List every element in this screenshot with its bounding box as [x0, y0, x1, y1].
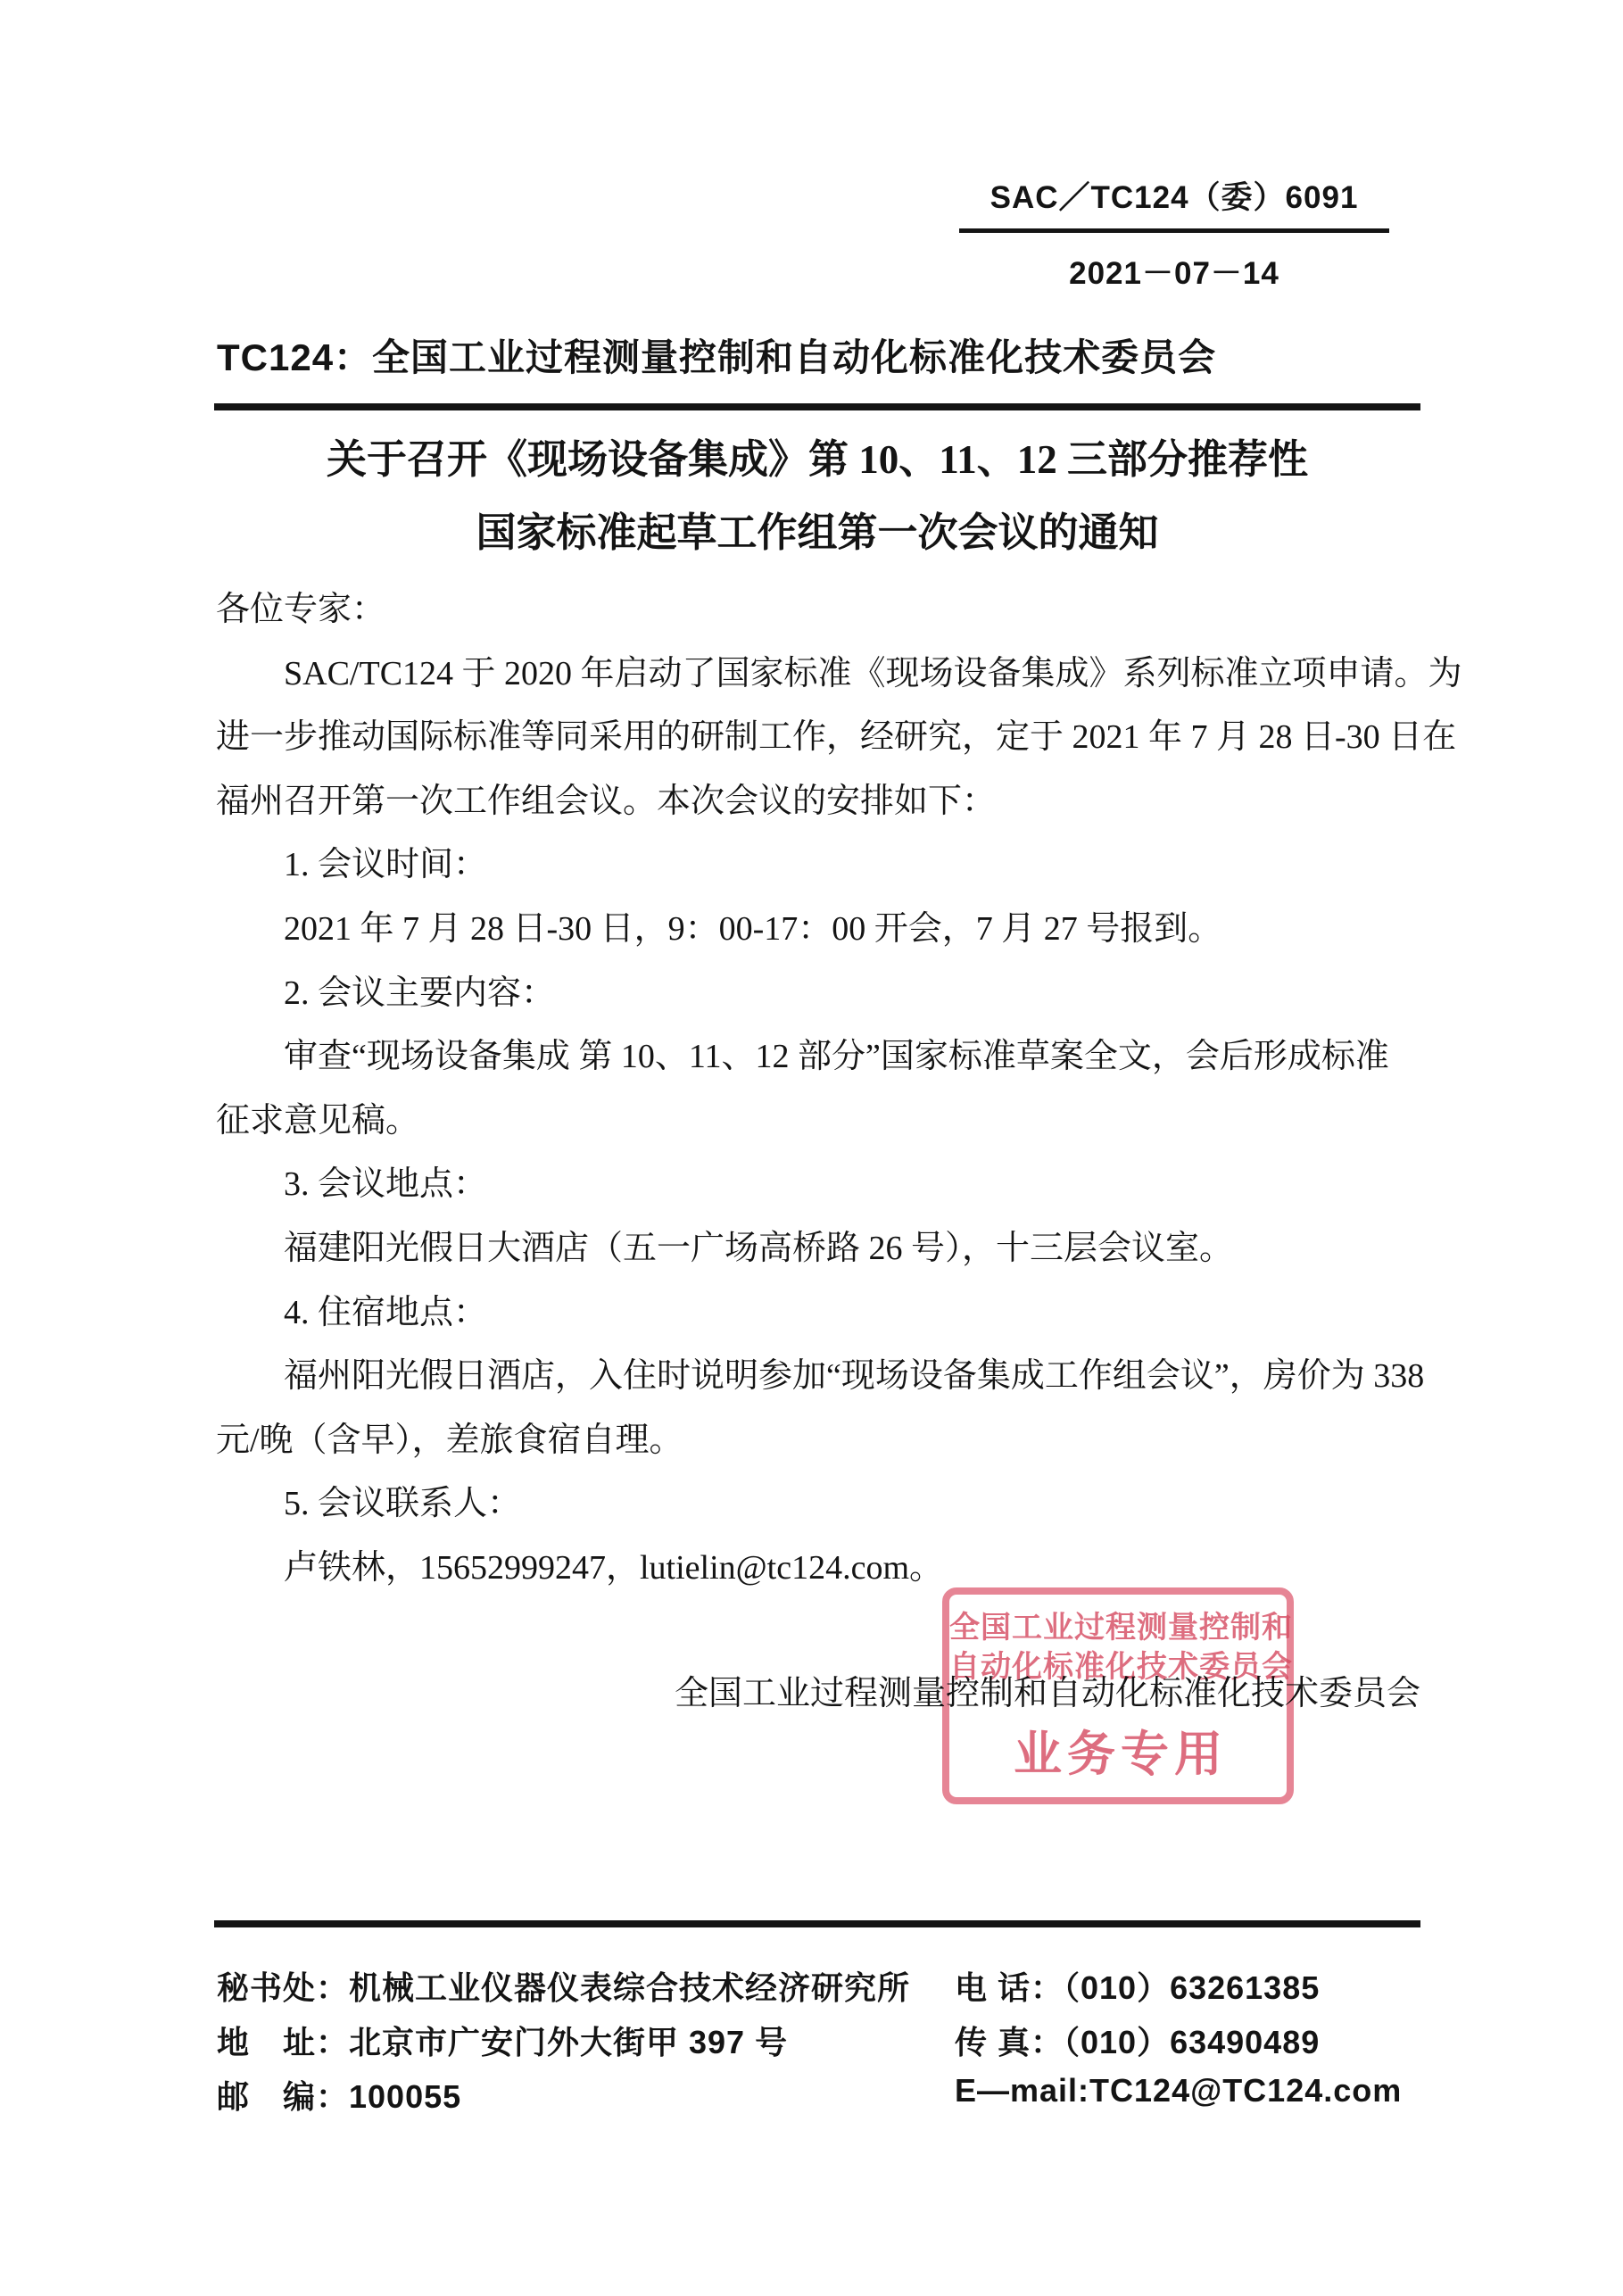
body-line: 福建阳光假日大酒店（五一广场高桥路 26 号），十三层会议室。: [284, 1229, 1234, 1267]
footer-fax: 传 真：（010）63490489: [955, 2024, 1321, 2060]
body-line: 2021 年 7 月 28 日-30 日，9：00-17：00 开会，7 月 27 号报到。: [284, 909, 1222, 948]
body-line: 征求意见稿。: [216, 1101, 420, 1140]
header-underline: [959, 228, 1389, 233]
footer-phone: 电 话：（010）63261385: [955, 1969, 1321, 2006]
body-line-item-2: 2. 会议主要内容：: [284, 974, 556, 1012]
title-line-2: 国家标准起草工作组第一次会议的通知: [476, 510, 1159, 555]
body-line-item-3: 3. 会议地点：: [284, 1165, 488, 1204]
body-line: 元/晚（含早），差旅食宿自理。: [216, 1421, 683, 1459]
body-line: SAC/TC124 于 2020 年启动了国家标准《现场设备集成》系列标准立项申请。为: [284, 654, 1462, 692]
doc-number: SAC／TC124（委）6091: [990, 180, 1359, 215]
footer-rule: [214, 1920, 1420, 1927]
body-line: 进一步推动国际标准等同采用的研制工作，经研究，定于 2021 年 7 月 28 日-30 日在: [216, 718, 1457, 757]
committee-name-line: TC124：全国工业过程测量控制和自动化标准化技术委员会: [217, 336, 1217, 378]
stamp-text-line-1: 全国工业过程测量控制和: [949, 1612, 1293, 1645]
body-line: 审查“现场设备集成 第 10、11、12 部分”国家标准草案全文，会后形成标准: [284, 1038, 1389, 1076]
document-title: [214, 437, 1420, 555]
body-line-salutation: 各位专家：: [216, 591, 386, 628]
stamp-text-line-2: 自动化标准化技术委员会: [949, 1651, 1293, 1684]
footer-email: E—mail:TC124@TC124.com: [955, 2072, 1403, 2109]
footer-secretariat: 秘书处：机械工业仪器仪表综合技术经济研究所: [217, 1969, 911, 2006]
body-line: 福州召开第一次工作组会议。本次会议的安排如下：: [216, 782, 997, 820]
official-stamp: [942, 1587, 1294, 1804]
footer-postcode: 邮 编：100055: [217, 2078, 462, 2115]
body-line-item-5: 5. 会议联系人：: [284, 1485, 522, 1523]
body-line: 福州阳光假日酒店，入住时说明参加“现场设备集成工作组会议”，房价为 338: [284, 1357, 1425, 1396]
footer-address: 地 址：北京市广安门外大街甲 397 号: [217, 2024, 789, 2060]
body-line-contact: 卢铁林，15652999247，lutielin@tc124.com。: [284, 1548, 943, 1587]
title-line-1: 关于召开《现场设备集成》第 10、11、12 三部分推荐性: [326, 437, 1309, 482]
document-header: [959, 173, 1389, 294]
signature-line: 全国工业过程测量控制和自动化标准化技术委员会: [674, 1675, 1420, 1712]
stamp-text-line-3: 业务专用: [1014, 1728, 1228, 1781]
body-line-item-1: 1. 会议时间：: [284, 846, 488, 884]
document-body: [216, 578, 1462, 1601]
doc-date: 2021－07－14: [1069, 256, 1279, 291]
body-line-item-4: 4. 住宿地点：: [284, 1293, 488, 1331]
letterhead-rule: [214, 403, 1420, 410]
